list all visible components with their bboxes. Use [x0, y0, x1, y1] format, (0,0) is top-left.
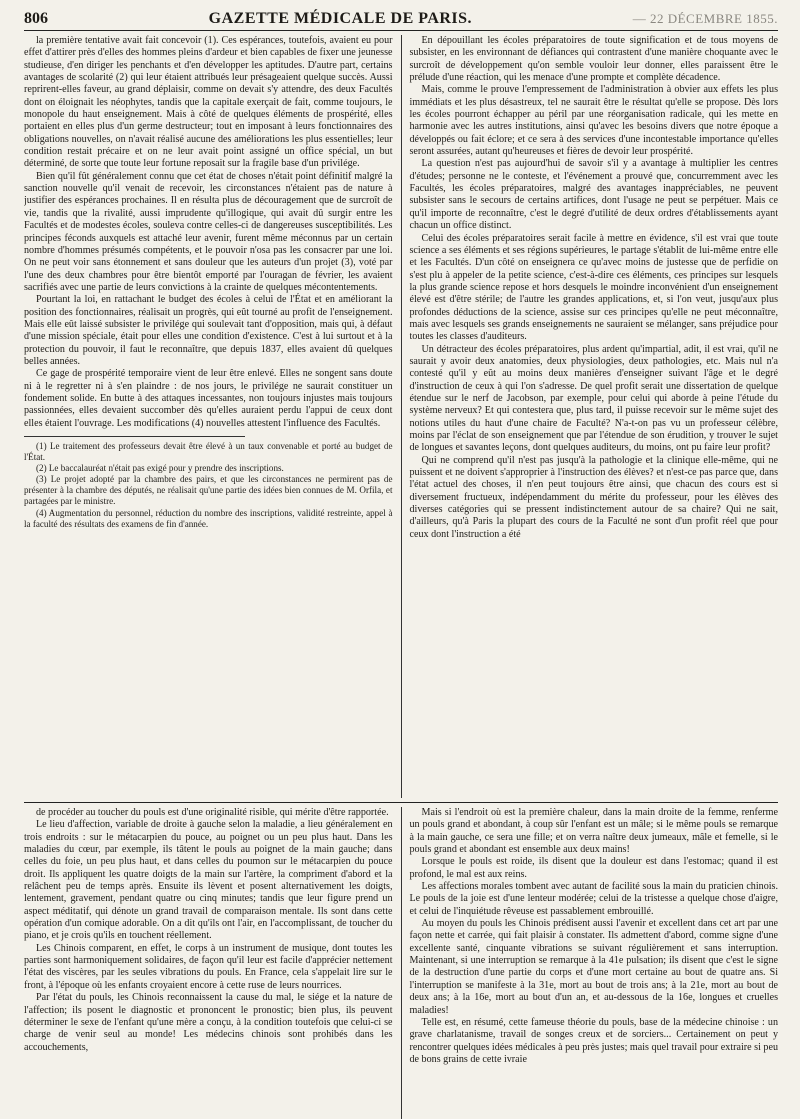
bottom-left-column — [24, 807, 401, 1119]
paragraph: Ce gage de prospérité temporaire vient de leur être enlevé. Elles ne songent sans doute ni à le regretter ni à s'en plaindre : de nos jours, le privilége ne saurait constituer un fondement solide. En butte à des attaques incessantes, non toujours injustes mais toujours passionnées, elles devaient succomber dès qu'elles auraient perdu l'appui de ceux dont elles étaient l'ouvrage. Les modifications (4) nouvelles attestent l'influence des Facultés. — [24, 368, 393, 429]
paragraph: Lorsque le pouls est roide, ils disent que la douleur est dans l'estomac; quand il est profond, le mal est aux reins. — [409, 856, 778, 880]
paragraph: Le lieu d'affection, variable de droite à gauche selon la maladie, a lieu généralement en trois endroits : sur le métacarpien du pouce, au poignet ou un peu plus haut. Dans les maladies du cœur, par exemple, ils tâtent le pouls au poignet de la main gauche; dans celles du foie, un peu plus haut, et dans celles du poumon sur le métacarpien du pouce droit. Ils appliquent les quatre doigts de la main sur l'artère, la compriment d'abord et la relâchent peu de temps après. Ensuite ils lèvent et posent alternativement les doigts, lentement, gravement, pendant quatre ou cinq minutes; tandis que leur figure prend un aspect méditatif, qui dénote un grand travail de comparaison mentale. Ils sont dans cette opération d'un comique adorable. On a dit qu'ils ont l'air, en l'accomplissant, de toucher du piano, et je crois qu'ils en touchent réellement. — [24, 819, 393, 942]
paragraph: Mais si l'endroit où est la première chaleur, dans la main droite de la femme, renferme un pouls grand et abondant, à coup sûr l'enfant est un mâle; si le même pouls se remarque à la main gauche, ce sera une fille; et on verra naître deux jumeaux, mâle et femelle, si le pouls grand et abondant est ensemble aux deux mains! — [409, 807, 778, 856]
footnote: (1) Le traitement des professeurs devait être élevé à un taux convenable et porté au budget de l'État. — [24, 441, 393, 463]
footnote: (4) Augmentation du personnel, réduction du nombre des inscriptions, validité restreinte, appel à la faculté des résultats des examens de fin d'année. — [24, 507, 393, 529]
page-number: 806 — [24, 10, 48, 27]
footnotes — [24, 441, 393, 530]
footnote: (2) Le baccalauréat n'était pas exigé pour y prendre des inscriptions. — [36, 463, 284, 474]
section-divider — [24, 802, 778, 803]
issue-date: — 22 DÉCEMBRE 1855. — [632, 11, 778, 26]
paragraph: Pourtant la loi, en rattachant le budget des écoles à celui de l'État et en améliorant la position des fonctionnaires, réalisait un progrès, qui eût tourné au profit de l'enseignement. Mais elle eût laissé subsister le privilége qui soulevait tant d'opposition, mais qui, à défaut d'une mission spéciale, était pour elles une condition d'existence. C'est à lui surtout et à la protection du pouvoir, il faut le reconnaître, que depuis 1837, elles avaient dû quelques belles années. — [24, 294, 393, 367]
paragraph: Les affections morales tombent avec autant de facilité sous la main du praticien chinois. Le pouls de la joie est d'une lenteur modérée; celui de la tristesse a quelque chose d'aigre, et celui de l'inquiétude rêveuse est passablement embrouillé. — [409, 881, 778, 917]
paragraph: Un détracteur des écoles préparatoires, plus ardent qu'impartial, adit, il est vrai, qu'il ne saurait y avoir deux anatomies, deux physiologies, deux pathologies, etc. Mais nul n'a contesté qu'il y eût au moins deux manières d'enseigner suivant l'âge et le degré d'instruction de ceux à qui l'on s'adresse. De quel profit serait une dissertation de quelque étendue sur le nerf de Jacobson, par exemple, pour celui qui aborde à peine l'étude du système nerveux? Et qui contestera que, plus tard, il puisse recevoir sur le même sujet des notions utiles du haut d'une chaire de Faculté? N'a-t-on pas vu un professeur célèbre, moins par l'éclat de son enseignement que par l'étendue de son érudition, y trouver le sujet de longues et savantes leçons, dont quelques auditeurs, du moins, ont pu faire leur profit? — [409, 343, 778, 454]
paragraph: Mais, comme le prouve l'empressement de l'administration à obvier aux effets les plus immédiats et les plus désastreux, tel ne saurait être le résultat qu'elle se propose. Dès lors les écoles pourront échapper au péril par une réorganisation radicale, qui les mette en harmonie avec les autres institutions, ainsi qu'avec les besoins divers que notre époque a développés ou fait éclore; et ce sera à des services d'une incontestable importance qu'elles seront assurées, autant qu'heureuses et fières de devoir leur prospérité. — [409, 84, 778, 158]
paragraph: Les Chinois comparent, en effet, le corps à un instrument de musique, dont toutes les parties sont harmoniquement solidaires, de façon qu'il leur est facile d'apprécier nettement l'état des viscères, par les seules vibrations du pouls. En France, cela s'appelait lire sur le front, à l'époque où les enfants croyaient encore à cette ruse de leurs nourrices. — [24, 942, 393, 991]
footnote-divider — [24, 436, 245, 437]
paragraph: Telle est, en résumé, cette fameuse théorie du pouls, base de la médecine chinoise : un grave charlatanisme, travail de songes creux et de sorciers... Certainement on peut y rencontrer quelques idées médicales à peu près justes; mais quel travail pour extraire si peu de bons grains de cette ivraie — [409, 1016, 778, 1065]
top-section — [24, 35, 778, 798]
paragraph: Par l'état du pouls, les Chinois reconnaissent la cause du mal, le siége et la nature de l'affection; ils posent le diagnostic et prononcent le pronostic; bien plus, ils peuvent déterminer le sexe de l'enfant qu'une mère a conçu, à la condition toutefois que celui-ci se charge de venir seul au monde! Les médecins chinois sont prohibés dans les accouchements, — [24, 992, 393, 1053]
page-header — [24, 10, 778, 31]
journal-title: GAZETTE MÉDICALE DE PARIS. — [208, 10, 473, 27]
paragraph: Qui ne comprend qu'il n'est pas jusqu'à la pathologie et la clinique elle-même, qui ne puissent et ne doivent s'approprier à l'instruction des élèves? et n'est-ce pas parce que, dans l'état actuel des choses, il n'en peut toujours être ainsi, que chacun des cours est si diversement fructueux, indépendamment du mérite du professeur, pour les élèves des diverses catégories qui se pressent indistinctement autour de sa chaire? Qui ne sait, d'ailleurs, qu'à Paris la plupart des cours de la Faculté ne sont d'un profit réel que pour ceux dont l'instruction a été — [409, 454, 778, 540]
paragraph: de procéder au toucher du pouls est d'une originalité risible, qui mérite d'être rapportée. — [36, 807, 389, 818]
paragraph: Au moyen du pouls les Chinois prédisent aussi l'avenir et excellent dans cet art par une façon nette et carrée, qui fait plaisir à constater. Ils admettent d'abord, comme signe d'une excellente santé, cinquante vibrations se suivant régulièrement et sans interruption. Maintenant, si une interruption se remarque à la 41e pulsation; ils disent que c'est le signe de la destruction d'une partie du corps et d'une mort certaine au bout de quatre ans. Si l'interruption se manifeste à la 31e, mort au bout de trois ans; à la 21e, mort au bout de deux ans; à la 16e, mort au bout d'un an, et au-dessous de la 16e, longues et cruelles maladies! — [409, 918, 778, 1016]
bottom-section — [24, 807, 778, 1119]
footnote: (3) Le projet adopté par la chambre des pairs, et que les circonstances ne permirent pas de présenter à la chambre des députés, ne réalisait qu'une partie des idées bien connues de M. Orfila, et partagées par le ministre. — [24, 474, 393, 507]
top-left-column — [24, 35, 401, 798]
paragraph: Celui des écoles préparatoires serait facile à mettre en évidence, s'il est vrai que toute science a ses éléments et ses régions supérieures, le partage s'établit de lui-même entre elle et les Facultés. D'un côté on enseignera ce qu'avec moins de justesse que de perfidie on s'est plu à appeler de la petite science, c'est-à-dire ces éléments, ces principes sur lesquels la plus grande science repose et hors desquels le moindre inconvénient d'un enseignement élevé est d'être stérile; de l'autre les grandes applications, et, si l'on veut, jusqu'aux plus profondes déductions de la science, assise sur ces principes qu'elle ne peut méconnaître, mais avec lesquels ses grands enseignements ne sauraient se mélanger, sans préjudice pour toutes les classes d'auditeurs. — [409, 232, 778, 343]
bottom-right-column — [402, 807, 779, 1119]
paragraph: La question n'est pas aujourd'hui de savoir s'il y a avantage à multiplier les centres d'études; personne ne le conteste, et l'événement a prouvé que, concurremment avec les Facultés, les écoles préparatoires, malgré des avantages inappréciables, ne peuvent subsister sans le secours de certains artifices, dont l'usage ne peut se perpétuer. Mais ce qu'il importe de reconnaître, c'est le degré d'utilité de deux ordres d'établissements ayant chacun un office distinct. — [409, 158, 778, 232]
top-right-column — [402, 35, 779, 798]
paragraph: la première tentative avait fait concevoir (1). Ces espérances, toutefois, avaient eu pour effet d'attirer près d'elles des hommes pleins d'ardeur et bien capables de fixer une jeunesse studieuse, d'en diriger les penchants et d'en développer les aptitudes. D'autre part, certains avantages de scolarité (2) qui leur étaient attribués leur présageaient quelque succès. Aussi reprirent-elles faveur, au grand déplaisir, comme on devait s'y attendre, des deux Facultés dont on éloignait les néophytes, tandis que la capitale exerçait de fait, comme toujours, le monopole du haut enseignement. Mais à côté de quelques éléments de prospérité, elles portaient en elles plus d'un germe destructeur; tout en imposant à leurs fonctionnaires des obligations nouvelles, on n'avait réalisé aucune des améliorations les plus essentielles; leur condition restait précaire et on ne leur avait point assigné un office spécial, un but déterminé, de sorte que toute leur fortune reposait sur la fragile base d'un privilége. — [24, 35, 393, 170]
paragraph: En dépouillant les écoles préparatoires de toute signification et de tous moyens de subsister, en les environnant de défiances qui contrastent d'une manière choquante avec le surcroît de développement qu'on semble vouloir leur donner, elles paraissent être le prélude d'une réaction, qui les menace d'une prompte et complète décadence. — [409, 35, 778, 84]
paragraph: Bien qu'il fût généralement connu que cet état de choses n'était point définitif malgré la sanction nouvelle qu'il venait de recevoir, les circonstances n'étaient pas de nature à justifier des espérances prochaines. Il en résulta plus de découragement que de surcroît de vie, tandis que la rivalité, aussi imprudente qu'illogique, qui avait dû surgir entre les Facultés et de modestes écoles, souleva contre celles-ci de dangereuses susceptibilités. Les principes féconds auxquels est attaché leur avenir, furent même méconnus par un certain nombre d'hommes présumés compétents, et le pouvoir n'osa pas les consacrer par une loi. On ne peut voir sans étonnement et sans douleur que les auteurs d'un projet (3), voté par l'une des deux chambres pour être bientôt emporté par l'ouragan de février, les avaient sacrifiés avec une partie de leurs convictions à la crainte de quelques mécontentements. — [24, 170, 393, 293]
